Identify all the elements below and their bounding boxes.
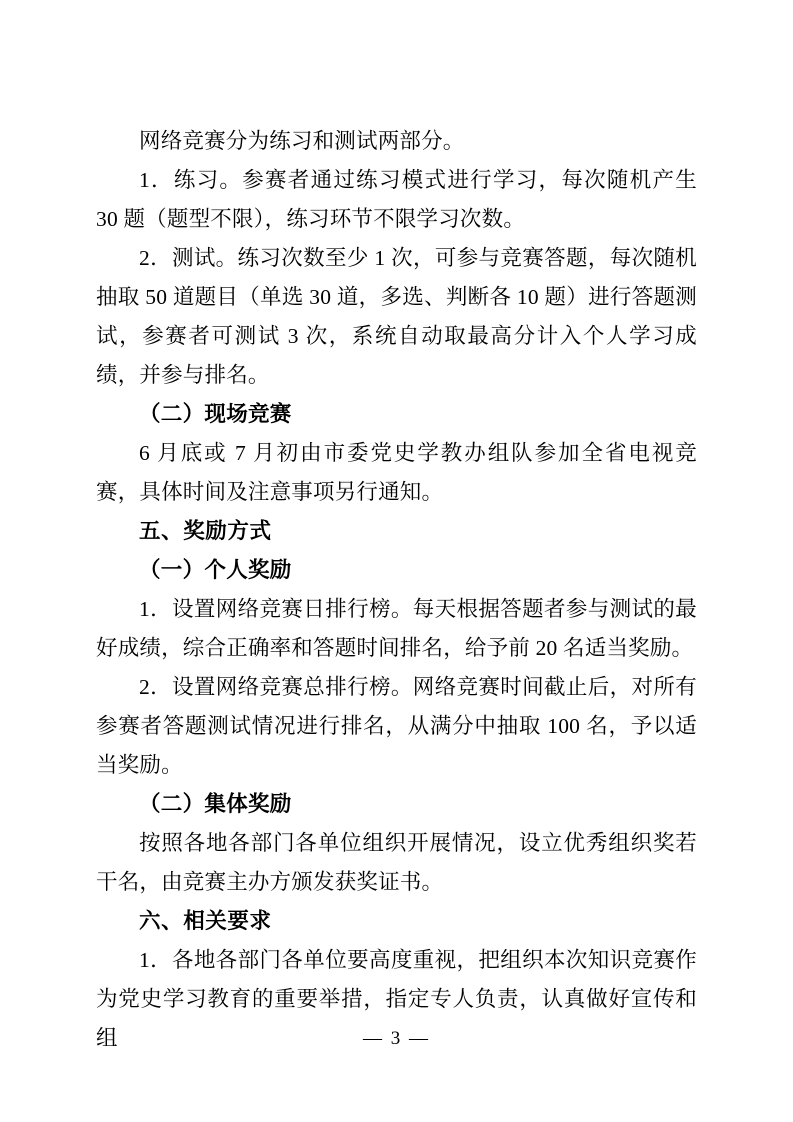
paragraph-test: 2．测试。练习次数至少 1 次，可参与竞赛答题，每次随机抽取 50 道题目（单选 30 道，多选、判断各 10 题）进行答题测试，参赛者可测试 3 次，系统自动取最高分计入个人学习成绩，并参与排名。 xyxy=(96,246,697,387)
paragraph-requirement-one: 1．各地各部门各单位要高度重视，把组织本次知识竞赛作为党史学习教育的重要举措，指定专人负责，认真做好宣传和组 xyxy=(96,948,697,1050)
subheading-individual-awards: （一）个人奖励 xyxy=(139,558,292,583)
subheading-onsite-competition: （二）现场竞赛 xyxy=(139,402,292,427)
heading-related-requirements: 六、相关要求 xyxy=(139,909,272,934)
subheading-collective-awards: （二）集体奖励 xyxy=(139,792,292,817)
paragraph-onsite-details: 6 月底或 7 月初由市委党史学教办组队参加全省电视竞赛，具体时间及注意事项另行通知。 xyxy=(96,441,697,504)
paragraph-daily-ranking: 1．设置网络竞赛日排行榜。每天根据答题者参与测试的最好成绩，综合正确率和答题时间排名，给予前 20 名适当奖励。 xyxy=(96,597,697,660)
paragraph-total-ranking: 2．设置网络竞赛总排行榜。网络竞赛时间截止后，对所有参赛者答题测试情况进行排名，从满分中抽取 100 名，予以适当奖励。 xyxy=(96,675,697,777)
heading-award-methods: 五、奖励方式 xyxy=(139,519,272,544)
paragraph-practice: 1．练习。参赛者通过练习模式进行学习，每次随机产生 30 题（题型不限），练习环节不限学习次数。 xyxy=(96,168,697,231)
paragraph-intro: 网络竞赛分为练习和测试两部分。 xyxy=(139,129,465,153)
paragraph-collective-details: 按照各地各部门各单位组织开展情况，设立优秀组织奖若干名，由竞赛主办方颁发获奖证书。 xyxy=(96,831,697,894)
page-number: — 3 — xyxy=(363,1028,430,1049)
document-body xyxy=(96,122,697,1058)
